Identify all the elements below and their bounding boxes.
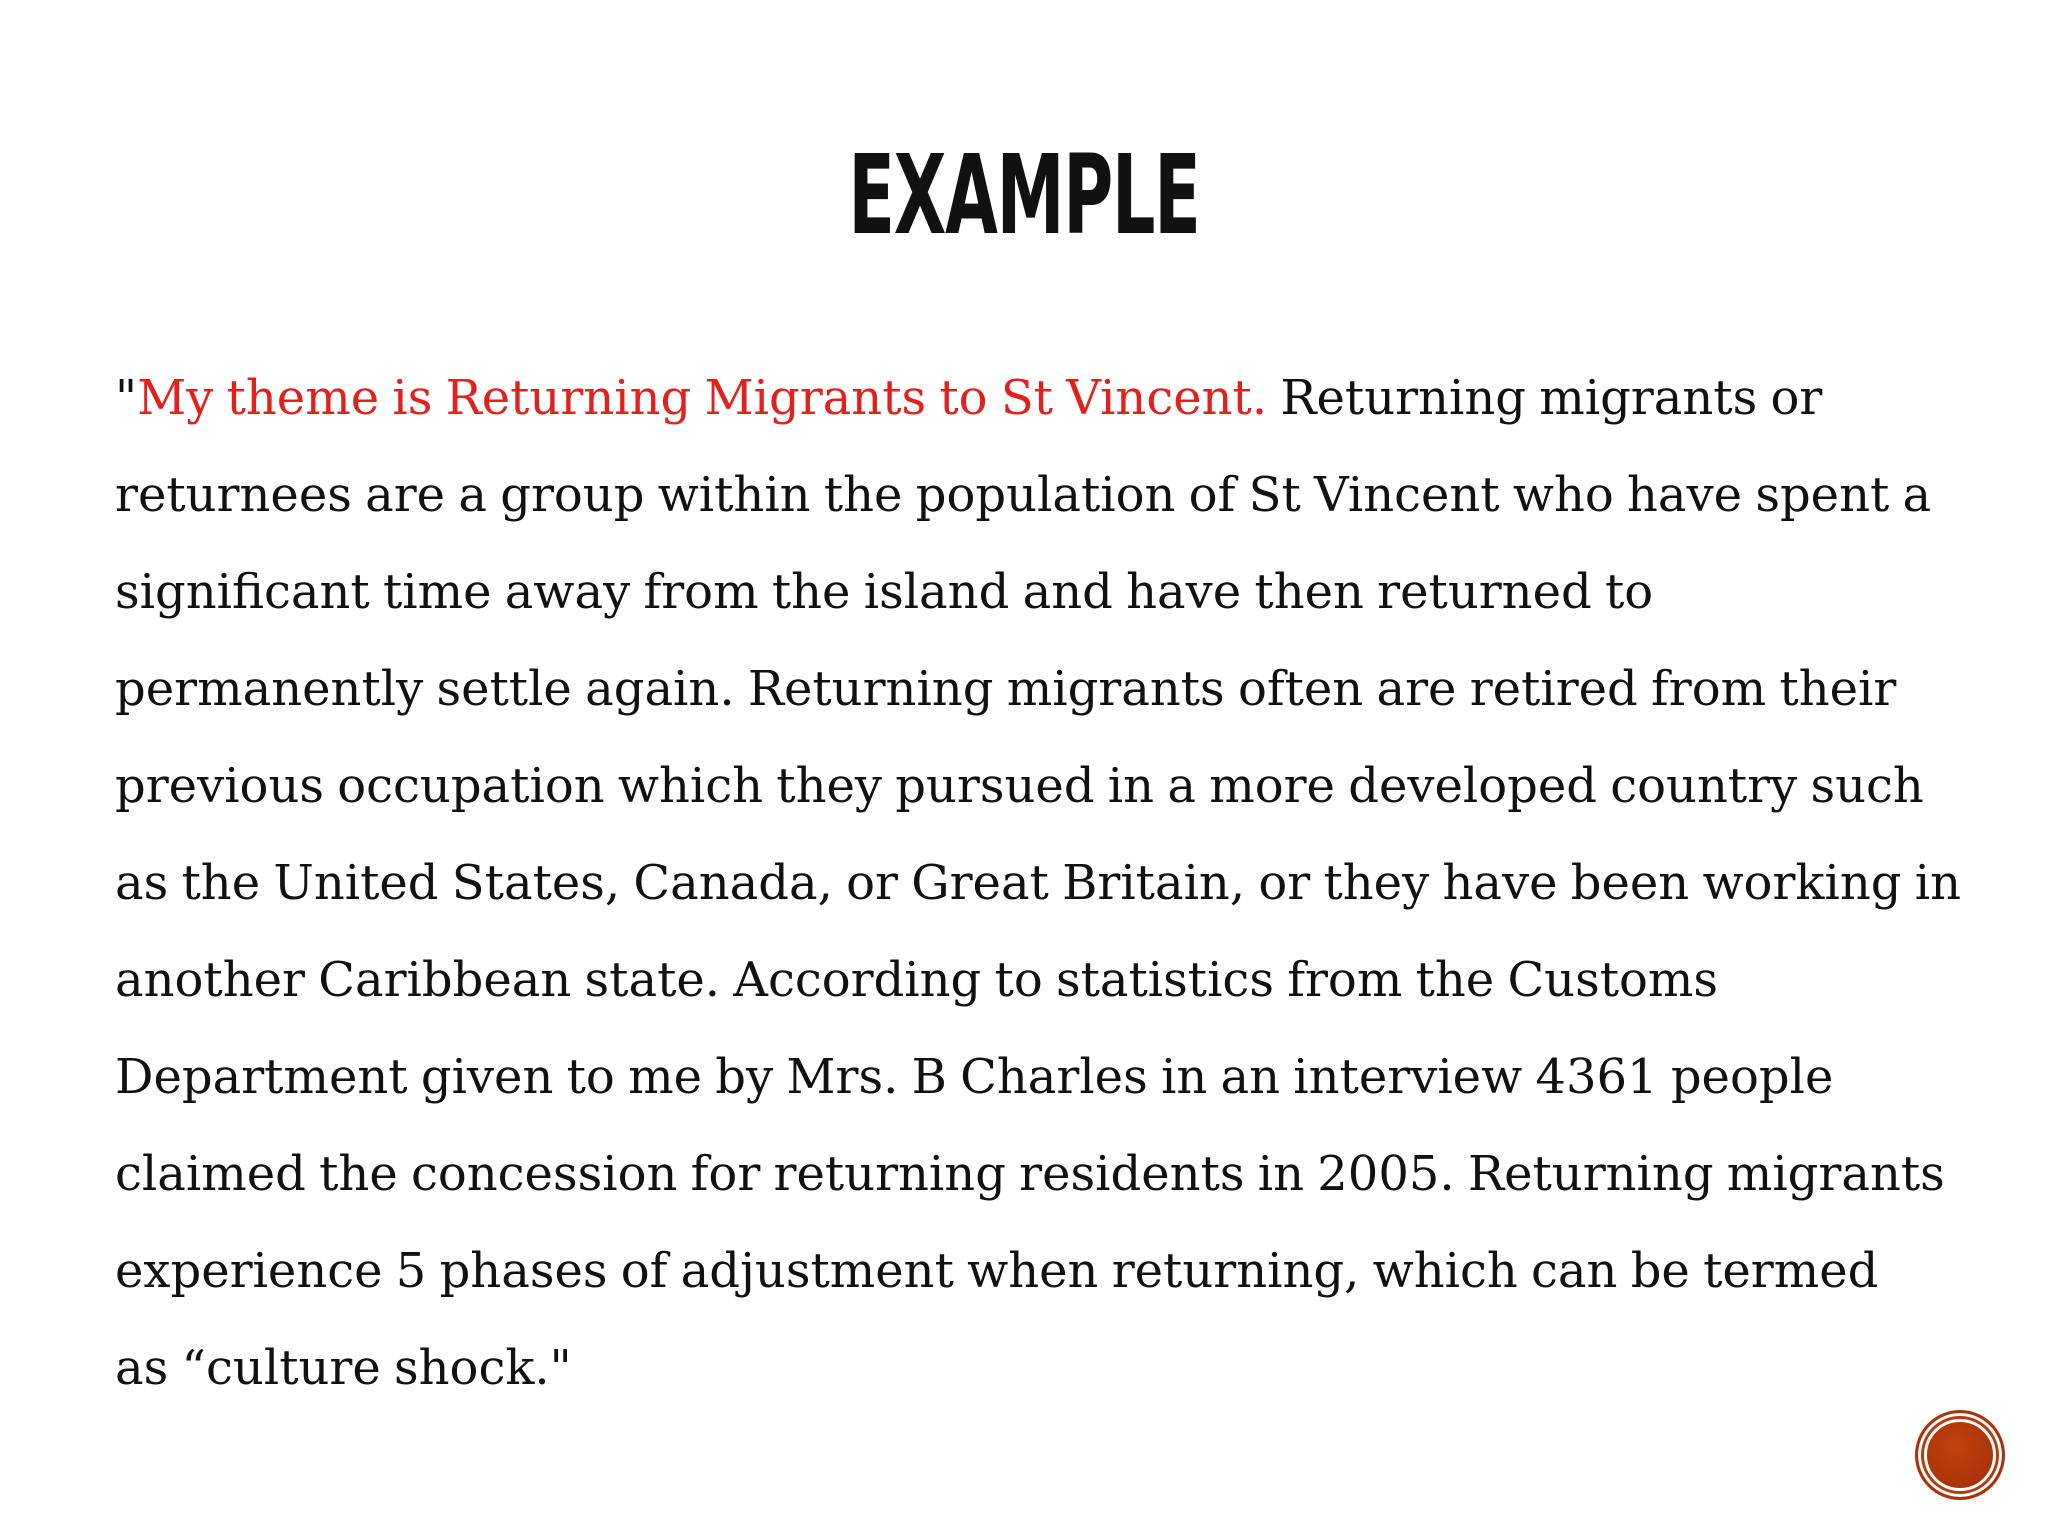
circle-button-icon[interactable] [1915,1410,2005,1500]
body-line-6: as the United States, Canada, or Great Britain, or they have been working in [115,855,1961,911]
body-line-4: permanently settle again. Returning migrants often are retired from their [115,661,1897,717]
theme-highlight: My theme is Returning Migrants to St Vincent. [137,370,1268,426]
body-line-10: experience 5 phases of adjustment when returning, which can be termed [115,1243,1879,1299]
body-line-3: significant time away from the island and have then returned to [115,564,1654,620]
body-line-9: claimed the concession for returning residents in 2005. Returning migrants [115,1146,1945,1202]
slide-title: EXAMPLE [848,131,1200,259]
body-line-1-rest: Returning migrants or [1267,370,1823,426]
body-line-1 [115,350,2015,447]
slide-body [115,350,2015,1417]
body-line-11: as “culture shock." [115,1340,572,1396]
body-line-5: previous occupation which they pursued in a more developed country such [115,758,1924,814]
body-line-8: Department given to me by Mrs. B Charles in an interview 4361 people [115,1049,1834,1105]
opening-quote: " [115,370,138,426]
circle-button-ring [1924,1419,1996,1491]
body-line-7: another Caribbean state. According to statistics from the Customs [115,952,1719,1008]
body-line-2: returnees are a group within the population of St Vincent who have spent a [115,467,1932,523]
